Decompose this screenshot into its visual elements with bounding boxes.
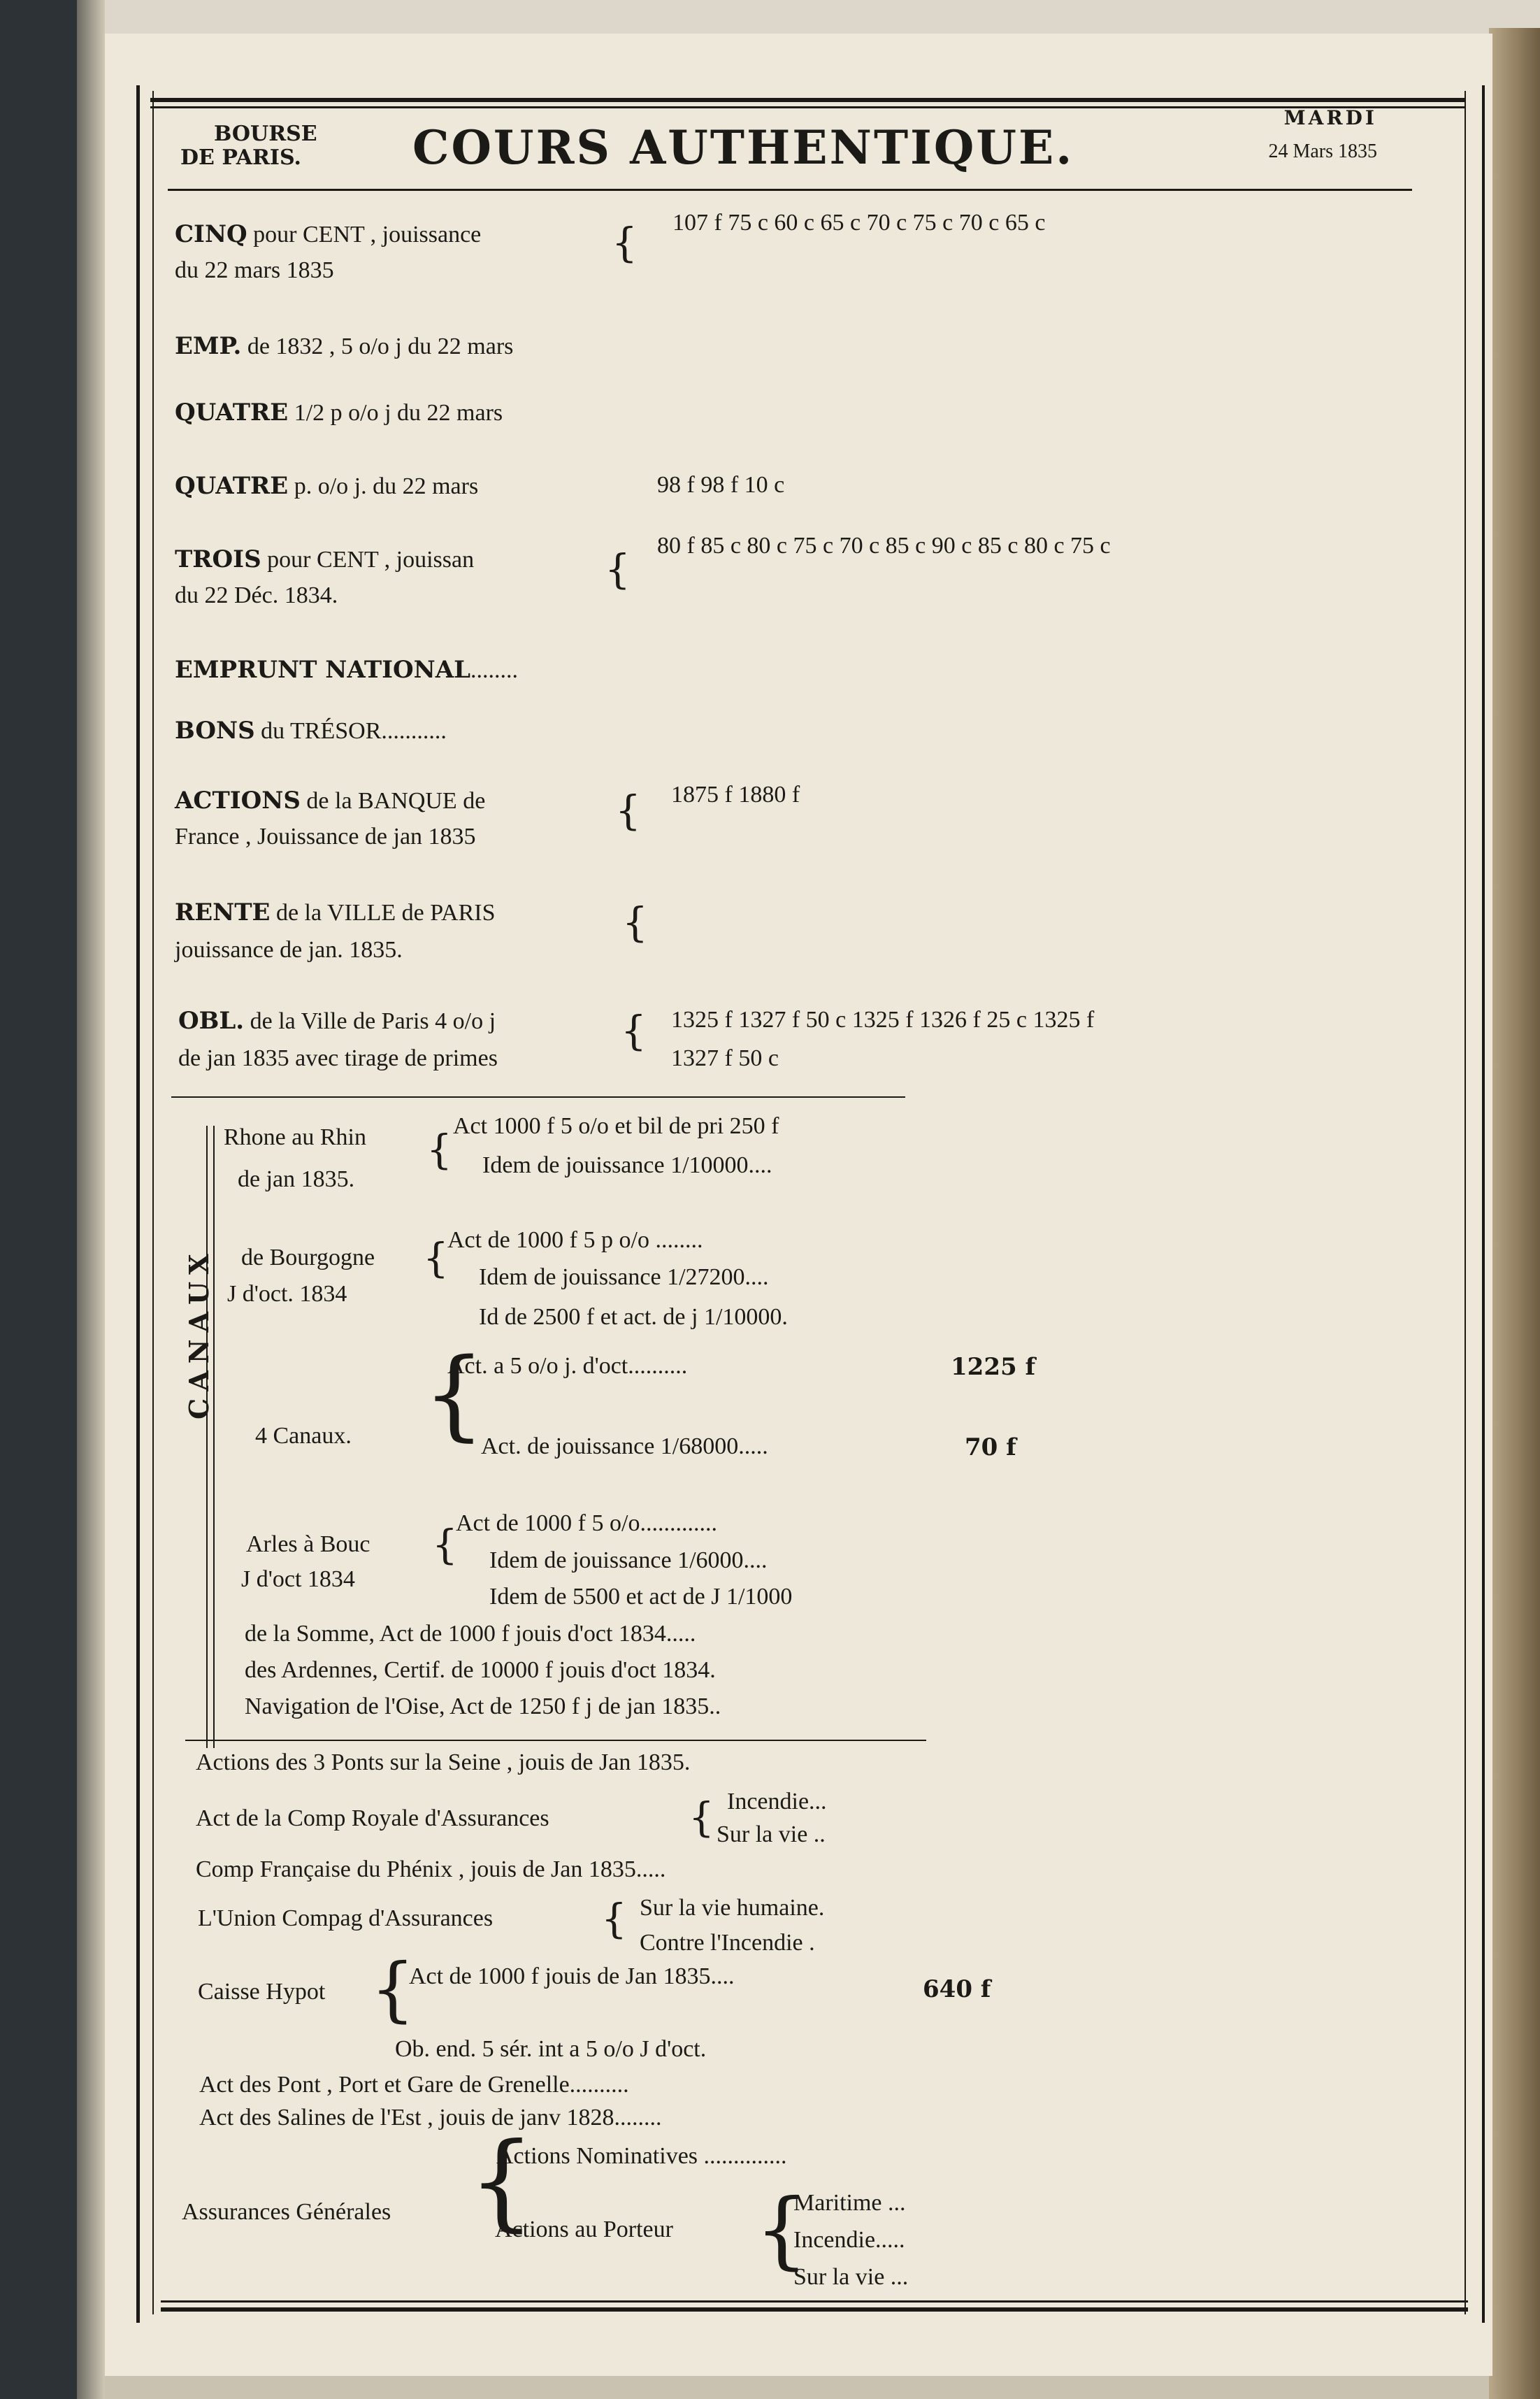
prices-obl: 1325 f 1327 f 50 c 1325 f 1326 f 25 c 1325 f [671,1007,1095,1033]
caisse-line2: Ob. end. 5 sér. int a 5 o/o J d'oct. [395,2036,707,2062]
brace: { [605,545,631,593]
row-name: EMPRUNT NATIONAL [175,656,471,684]
row-rest: pour CENT , jouissan [267,547,475,573]
page-fore-edge [1489,28,1540,2399]
row-union: L'Union Compag d'Assurances [198,1905,494,1931]
row-name: ACTIONS [175,787,301,815]
row-rest: de la Ville de Paris 4 o/o j [250,1008,496,1034]
row-quatre [175,472,478,500]
canal-bourgogne-line: Idem de jouissance 1/27200.... [479,1264,769,1290]
canaux-vline-1 [206,1126,208,1748]
prices-cinq: 107 f 75 c 60 c 65 c 70 c 75 c 70 c 65 c [672,210,1046,236]
canal-quatre-price: 1225 f [951,1353,1036,1381]
section-rule-canaux [171,1096,905,1098]
row-quatre-demi [175,399,503,427]
brace: { [426,1126,452,1173]
page-title: COURS AUTHENTIQUE. [412,120,1074,175]
brace: { [423,1338,486,1452]
row-obl-line2: de jan 1835 avec tirage de primes [178,1045,498,1071]
top-margin-strip [105,0,1540,34]
row-phenix: Comp Française du Phénix , jouis de Jan 1835..... [196,1856,666,1882]
assurances-porteur: Actions au Porteur [495,2217,673,2242]
canal-oise: Navigation de l'Oise, Act de 1250 f j de jan 1835.. [245,1693,721,1719]
canal-rhone-line: Act 1000 f 5 o/o et bil de pri 250 f [453,1113,779,1139]
canal-bourgogne-name2: J d'oct. 1834 [227,1281,347,1307]
brace: { [615,787,641,834]
assurances-nominatives: Actions Nominatives .............. [496,2143,787,2169]
row-comp-royale: Act de la Comp Royale d'Assurances [196,1805,549,1831]
porteur-maritime: Maritime ... [793,2190,906,2216]
row-obl [178,1007,496,1035]
frame-inner-right [1465,91,1466,2314]
row-trois [175,545,474,573]
canal-quatre-price: 70 f [965,1433,1016,1461]
caisse-line1: Act de 1000 f jouis de Jan 1835.... [409,1963,735,1989]
row-caisse: Caisse Hypot [198,1979,326,2005]
row-ponts: Actions des 3 Ponts sur la Seine , jouis de Jan 1835. [196,1749,691,1775]
row-rest: de la BANQUE de [306,788,486,814]
canal-arles-line: Idem de jouissance 1/6000.... [489,1547,768,1573]
bourse-line1: BOURSE [214,122,317,146]
canaux-label: CANAUX [183,1247,215,1419]
brace: { [621,1007,647,1054]
canal-rhone-line: Idem de jouissance 1/10000.... [482,1152,772,1178]
brace: { [370,1948,415,2030]
canal-bourgogne-line: Id de 2500 f et act. de j 1/10000. [479,1304,788,1330]
frame-inner-left [152,91,154,2314]
row-assurances: Assurances Générales [182,2199,391,2225]
canal-arles-name1: Arles à Bouc [246,1531,370,1557]
brace: { [432,1521,458,1568]
comp-royale-incendie: Incendie... [727,1789,827,1814]
row-salines: Act des Salines de l'Est , jouis de janv 1828........ [199,2105,662,2131]
canal-arles-line: Act de 1000 f 5 o/o............. [456,1510,717,1536]
row-rest: de 1832 , 5 o/o j du 22 mars [247,334,514,359]
row-grenelle: Act des Pont , Port et Gare de Grenelle.......... [199,2072,629,2098]
row-name: QUATRE [175,472,289,500]
bourse-label [180,122,317,170]
union-vie: Sur la vie humaine. [640,1895,825,1921]
canal-arles-line: Idem de 5500 et act de J 1/1000 [489,1584,793,1610]
row-bons [175,717,447,745]
brace: { [612,219,638,266]
row-trois-line2: du 22 Déc. 1834. [175,582,338,608]
canal-arles-name2: J d'oct 1834 [241,1566,355,1592]
prices-obl-line2: 1327 f 50 c [671,1045,779,1071]
brace: { [601,1895,627,1942]
bourse-line2: DE PARIS. [180,145,301,170]
day-label: MARDI [1283,106,1377,129]
row-rest: ........ [470,657,519,683]
row-cinq [175,220,481,248]
canal-rhone-name1: Rhone au Rhin [224,1124,366,1150]
brace: { [423,1234,449,1282]
brace: { [755,2182,809,2279]
bottom-rule-2 [161,2307,1468,2312]
row-rente-ville [175,898,496,926]
porteur-vie: Sur la vie ... [793,2264,909,2290]
row-actions-line2: France , Jouissance de jan 1835 [175,824,476,850]
brace: { [689,1793,714,1841]
brace: { [622,898,648,946]
canaux-vline-2 [213,1126,215,1748]
row-emprunt [175,656,518,684]
canal-quatre-line: Act. de jouissance 1/68000..... [481,1433,768,1459]
row-name: CINQ [175,220,247,248]
row-name: EMP. [175,332,242,360]
row-rest: p. o/o j. du 22 mars [294,473,479,499]
canal-quatre-name: 4 Canaux. [255,1423,352,1449]
row-actions [175,787,485,815]
row-rest: pour CENT , jouissance [253,222,482,248]
canal-rhone-name2: de jan 1835. [238,1166,355,1192]
caisse-price: 640 f [923,1975,991,2003]
row-rest: 1/2 p o/o j du 22 mars [294,400,503,426]
binding-edge [77,0,105,2399]
date-label: 24 Mars 1835 [1268,141,1377,162]
brace: { [468,2121,535,2242]
row-rest: du TRÉSOR........... [261,718,447,744]
canal-quatre-line: Act. a 5 o/o j. d'oct.......... [447,1353,688,1379]
canal-bourgogne-name1: de Bourgogne [241,1245,375,1270]
row-rente-ville-line2: jouissance de jan. 1835. [175,937,403,963]
book-binding [0,0,77,2399]
row-name: BONS [175,717,255,745]
row-emp [175,332,513,360]
canal-somme: de la Somme, Act de 1000 f jouis d'oct 1834..... [245,1621,696,1647]
porteur-incendie: Incendie..... [793,2227,905,2253]
union-incendie: Contre l'Incendie . [640,1930,815,1956]
section-rule-others [185,1740,926,1741]
header-rule [168,189,1412,191]
prices-actions: 1875 f 1880 f [671,782,800,808]
canal-ardennes: des Ardennes, Certif. de 10000 f jouis d'oct 1834. [245,1657,716,1683]
canal-bourgogne-line: Act de 1000 f 5 p o/o ........ [447,1227,703,1253]
comp-royale-vie: Sur la vie .. [717,1821,826,1847]
row-name: OBL. [178,1007,245,1035]
row-rest: de la VILLE de PARIS [275,900,496,926]
bottom-rule [161,2300,1468,2303]
date-block [1181,101,1377,169]
prices-trois: 80 f 85 c 80 c 75 c 70 c 85 c 90 c 85 c 80 c 75 c [657,533,1111,559]
row-name: TROIS [175,545,261,573]
prices-quatre: 98 f 98 f 10 c [657,472,785,498]
row-name: QUATRE [175,399,289,427]
row-name: RENTE [175,898,271,926]
row-cinq-line2: du 22 mars 1835 [175,257,334,283]
